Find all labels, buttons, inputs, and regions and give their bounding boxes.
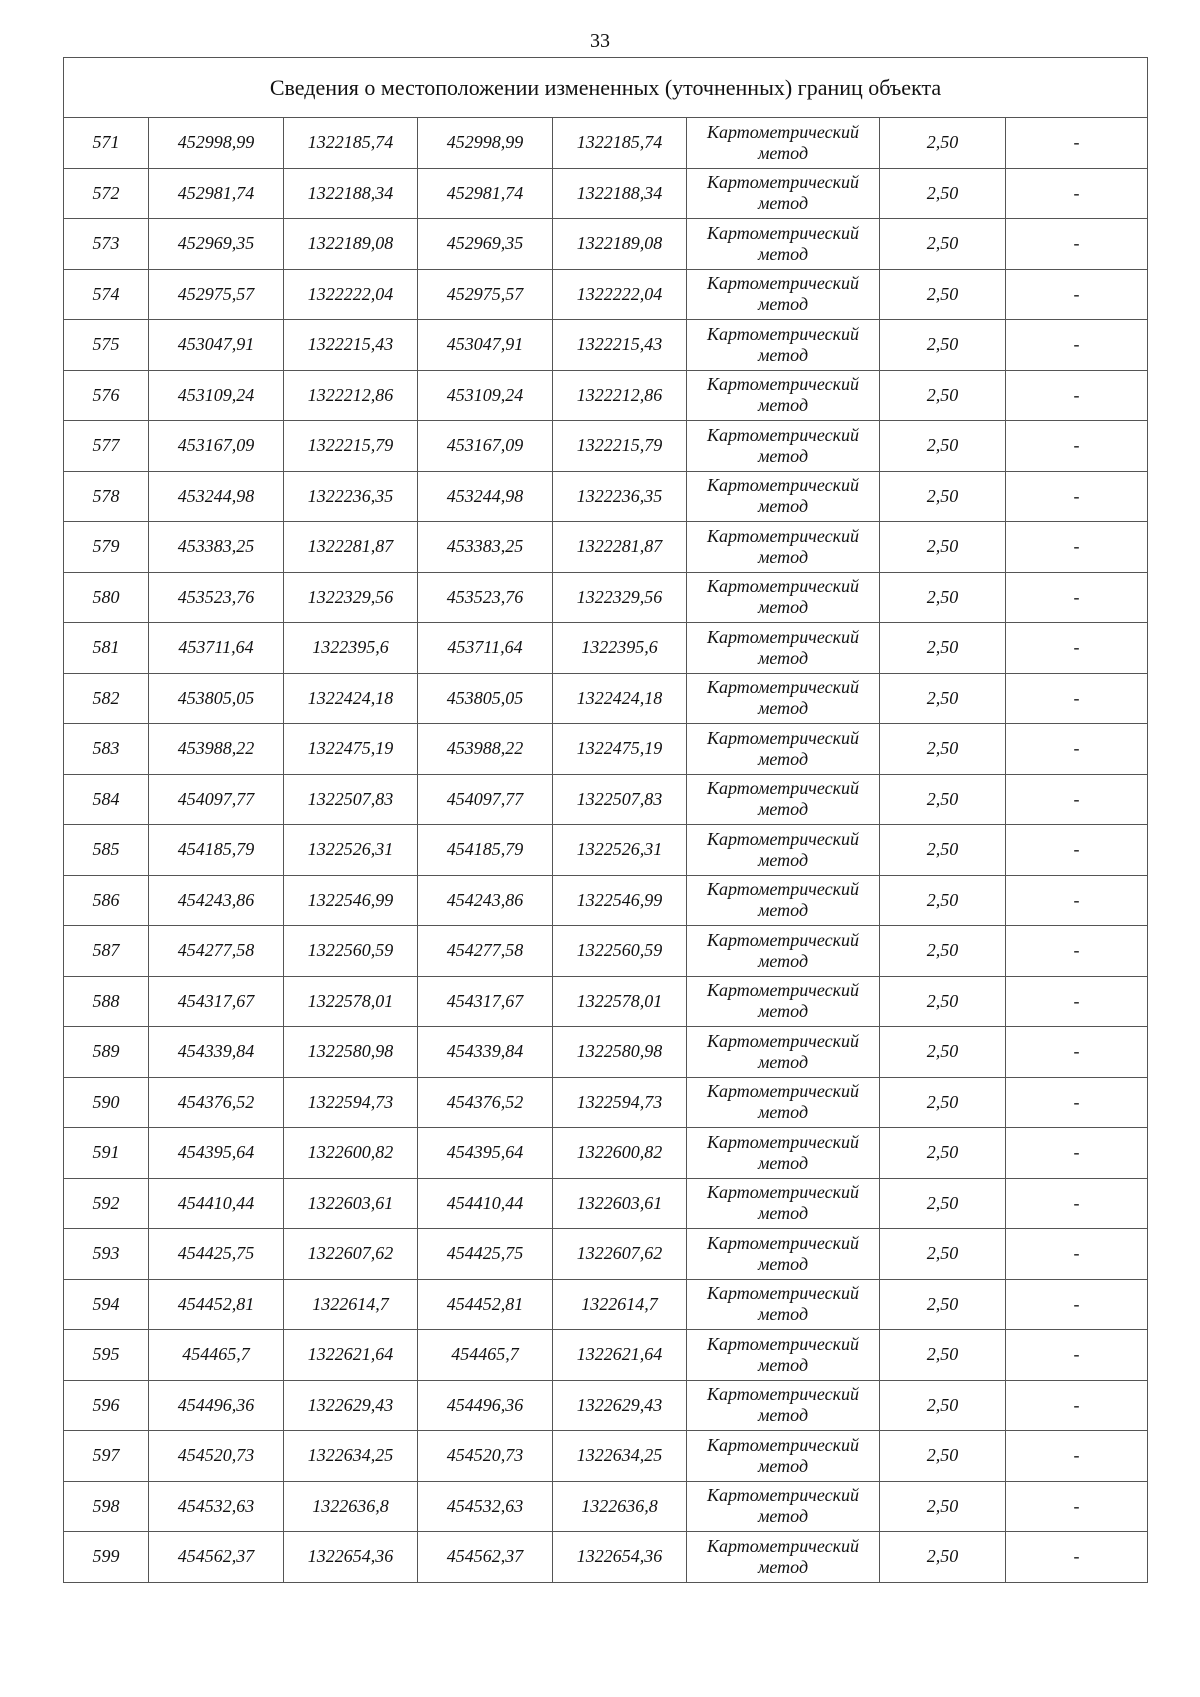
point-number-cell: 574 (64, 269, 149, 320)
existing-y-cell: 1322424,18 (284, 673, 418, 724)
method-cell: Картометрический метод (687, 1481, 880, 1532)
existing-y-cell: 1322614,7 (284, 1279, 418, 1330)
new-x-cell: 454520,73 (418, 1431, 553, 1482)
method-cell: Картометрический метод (687, 623, 880, 674)
new-y-cell: 1322329,56 (553, 572, 687, 623)
accuracy-cell: 2,50 (880, 875, 1006, 926)
method-cell: Картометрический метод (687, 1229, 880, 1280)
method-cell: Картометрический метод (687, 976, 880, 1027)
accuracy-cell: 2,50 (880, 269, 1006, 320)
existing-y-cell: 1322594,73 (284, 1077, 418, 1128)
new-x-cell: 452975,57 (418, 269, 553, 320)
existing-x-cell: 454520,73 (149, 1431, 284, 1482)
table-row (64, 1279, 1148, 1330)
accuracy-cell: 2,50 (880, 219, 1006, 270)
existing-y-cell: 1322236,35 (284, 471, 418, 522)
new-y-cell: 1322578,01 (553, 976, 687, 1027)
note-cell: - (1006, 1178, 1148, 1229)
new-y-cell: 1322424,18 (553, 673, 687, 724)
existing-y-cell: 1322189,08 (284, 219, 418, 270)
new-y-cell: 1322614,7 (553, 1279, 687, 1330)
note-cell: - (1006, 976, 1148, 1027)
table-row (64, 1330, 1148, 1381)
table-row (64, 269, 1148, 320)
method-cell: Картометрический метод (687, 1532, 880, 1583)
accuracy-cell: 2,50 (880, 168, 1006, 219)
method-cell: Картометрический метод (687, 1128, 880, 1179)
existing-y-cell: 1322507,83 (284, 774, 418, 825)
existing-y-cell: 1322222,04 (284, 269, 418, 320)
existing-y-cell: 1322603,61 (284, 1178, 418, 1229)
point-number-cell: 598 (64, 1481, 149, 1532)
new-y-cell: 1322546,99 (553, 875, 687, 926)
existing-y-cell: 1322607,62 (284, 1229, 418, 1280)
accuracy-cell: 2,50 (880, 118, 1006, 169)
note-cell: - (1006, 1077, 1148, 1128)
point-number-cell: 592 (64, 1178, 149, 1229)
accuracy-cell: 2,50 (880, 926, 1006, 977)
method-cell: Картометрический метод (687, 1380, 880, 1431)
point-number-cell: 588 (64, 976, 149, 1027)
existing-y-cell: 1322629,43 (284, 1380, 418, 1431)
point-number-cell: 590 (64, 1077, 149, 1128)
new-x-cell: 454277,58 (418, 926, 553, 977)
accuracy-cell: 2,50 (880, 976, 1006, 1027)
accuracy-cell: 2,50 (880, 1279, 1006, 1330)
existing-x-cell: 454532,63 (149, 1481, 284, 1532)
new-y-cell: 1322603,61 (553, 1178, 687, 1229)
existing-y-cell: 1322654,36 (284, 1532, 418, 1583)
new-x-cell: 454376,52 (418, 1077, 553, 1128)
new-y-cell: 1322560,59 (553, 926, 687, 977)
existing-x-cell: 453523,76 (149, 572, 284, 623)
table-title: Сведения о местоположении измененных (уточненных) границ объекта (64, 58, 1148, 118)
existing-x-cell: 453244,98 (149, 471, 284, 522)
new-x-cell: 453047,91 (418, 320, 553, 371)
point-number-cell: 577 (64, 421, 149, 472)
new-x-cell: 454243,86 (418, 875, 553, 926)
existing-x-cell: 454243,86 (149, 875, 284, 926)
new-x-cell: 452969,35 (418, 219, 553, 270)
point-number-cell: 584 (64, 774, 149, 825)
existing-y-cell: 1322329,56 (284, 572, 418, 623)
method-cell: Картометрический метод (687, 421, 880, 472)
existing-x-cell: 454339,84 (149, 1027, 284, 1078)
existing-x-cell: 453047,91 (149, 320, 284, 371)
method-cell: Картометрический метод (687, 774, 880, 825)
note-cell: - (1006, 926, 1148, 977)
new-x-cell: 453109,24 (418, 370, 553, 421)
existing-x-cell: 452969,35 (149, 219, 284, 270)
table-row (64, 1431, 1148, 1482)
existing-y-cell: 1322475,19 (284, 724, 418, 775)
point-number-cell: 572 (64, 168, 149, 219)
page-number: 33 (590, 30, 610, 52)
table-row (64, 522, 1148, 573)
existing-y-cell: 1322526,31 (284, 825, 418, 876)
new-x-cell: 454496,36 (418, 1380, 553, 1431)
point-number-cell: 575 (64, 320, 149, 371)
accuracy-cell: 2,50 (880, 471, 1006, 522)
note-cell: - (1006, 118, 1148, 169)
table-row (64, 673, 1148, 724)
new-x-cell: 452998,99 (418, 118, 553, 169)
table-row (64, 1532, 1148, 1583)
method-cell: Картометрический метод (687, 673, 880, 724)
table-row (64, 219, 1148, 270)
existing-x-cell: 453167,09 (149, 421, 284, 472)
existing-x-cell: 452975,57 (149, 269, 284, 320)
new-x-cell: 454185,79 (418, 825, 553, 876)
new-y-cell: 1322594,73 (553, 1077, 687, 1128)
note-cell: - (1006, 1027, 1148, 1078)
existing-y-cell: 1322634,25 (284, 1431, 418, 1482)
table-row (64, 1178, 1148, 1229)
point-number-cell: 595 (64, 1330, 149, 1381)
method-cell: Картометрический метод (687, 825, 880, 876)
note-cell: - (1006, 875, 1148, 926)
new-x-cell: 453244,98 (418, 471, 553, 522)
note-cell: - (1006, 724, 1148, 775)
point-number-cell: 579 (64, 522, 149, 573)
existing-y-cell: 1322281,87 (284, 522, 418, 573)
note-cell: - (1006, 673, 1148, 724)
existing-y-cell: 1322215,43 (284, 320, 418, 371)
new-y-cell: 1322189,08 (553, 219, 687, 270)
note-cell: - (1006, 522, 1148, 573)
new-y-cell: 1322507,83 (553, 774, 687, 825)
existing-x-cell: 453988,22 (149, 724, 284, 775)
new-x-cell: 454465,7 (418, 1330, 553, 1381)
method-cell: Картометрический метод (687, 522, 880, 573)
existing-x-cell: 454097,77 (149, 774, 284, 825)
method-cell: Картометрический метод (687, 320, 880, 371)
table-row (64, 168, 1148, 219)
new-x-cell: 454532,63 (418, 1481, 553, 1532)
existing-y-cell: 1322621,64 (284, 1330, 418, 1381)
table-row (64, 774, 1148, 825)
table-row (64, 926, 1148, 977)
method-cell: Картометрический метод (687, 1431, 880, 1482)
existing-y-cell: 1322580,98 (284, 1027, 418, 1078)
existing-y-cell: 1322212,86 (284, 370, 418, 421)
note-cell: - (1006, 421, 1148, 472)
accuracy-cell: 2,50 (880, 370, 1006, 421)
table-row (64, 118, 1148, 169)
point-number-cell: 591 (64, 1128, 149, 1179)
new-y-cell: 1322621,64 (553, 1330, 687, 1381)
existing-x-cell: 454562,37 (149, 1532, 284, 1583)
point-number-cell: 573 (64, 219, 149, 270)
note-cell: - (1006, 1431, 1148, 1482)
new-x-cell: 454410,44 (418, 1178, 553, 1229)
point-number-cell: 571 (64, 118, 149, 169)
note-cell: - (1006, 1481, 1148, 1532)
table-row (64, 421, 1148, 472)
table-title-row (64, 58, 1148, 118)
table-row (64, 825, 1148, 876)
accuracy-cell: 2,50 (880, 1431, 1006, 1482)
table-row (64, 1128, 1148, 1179)
new-x-cell: 454395,64 (418, 1128, 553, 1179)
existing-y-cell: 1322546,99 (284, 875, 418, 926)
note-cell: - (1006, 1330, 1148, 1381)
point-number-cell: 585 (64, 825, 149, 876)
method-cell: Картометрический метод (687, 926, 880, 977)
point-number-cell: 583 (64, 724, 149, 775)
existing-y-cell: 1322185,74 (284, 118, 418, 169)
accuracy-cell: 2,50 (880, 1077, 1006, 1128)
method-cell: Картометрический метод (687, 572, 880, 623)
new-y-cell: 1322636,8 (553, 1481, 687, 1532)
accuracy-cell: 2,50 (880, 1330, 1006, 1381)
accuracy-cell: 2,50 (880, 1380, 1006, 1431)
existing-x-cell: 453109,24 (149, 370, 284, 421)
accuracy-cell: 2,50 (880, 623, 1006, 674)
note-cell: - (1006, 370, 1148, 421)
table-row (64, 1027, 1148, 1078)
note-cell: - (1006, 572, 1148, 623)
new-x-cell: 453167,09 (418, 421, 553, 472)
new-x-cell: 452981,74 (418, 168, 553, 219)
method-cell: Картометрический метод (687, 724, 880, 775)
method-cell: Картометрический метод (687, 269, 880, 320)
existing-x-cell: 454410,44 (149, 1178, 284, 1229)
note-cell: - (1006, 825, 1148, 876)
accuracy-cell: 2,50 (880, 320, 1006, 371)
new-y-cell: 1322634,25 (553, 1431, 687, 1482)
table-row (64, 623, 1148, 674)
accuracy-cell: 2,50 (880, 1229, 1006, 1280)
existing-x-cell: 454465,7 (149, 1330, 284, 1381)
note-cell: - (1006, 320, 1148, 371)
existing-x-cell: 452981,74 (149, 168, 284, 219)
accuracy-cell: 2,50 (880, 421, 1006, 472)
new-x-cell: 454097,77 (418, 774, 553, 825)
existing-x-cell: 454277,58 (149, 926, 284, 977)
method-cell: Картометрический метод (687, 370, 880, 421)
new-x-cell: 454562,37 (418, 1532, 553, 1583)
new-y-cell: 1322654,36 (553, 1532, 687, 1583)
existing-x-cell: 453383,25 (149, 522, 284, 573)
new-y-cell: 1322629,43 (553, 1380, 687, 1431)
existing-x-cell: 454376,52 (149, 1077, 284, 1128)
accuracy-cell: 2,50 (880, 522, 1006, 573)
accuracy-cell: 2,50 (880, 774, 1006, 825)
point-number-cell: 580 (64, 572, 149, 623)
new-y-cell: 1322188,34 (553, 168, 687, 219)
accuracy-cell: 2,50 (880, 724, 1006, 775)
new-y-cell: 1322475,19 (553, 724, 687, 775)
existing-x-cell: 454395,64 (149, 1128, 284, 1179)
new-x-cell: 453383,25 (418, 522, 553, 573)
point-number-cell: 576 (64, 370, 149, 421)
existing-x-cell: 454185,79 (149, 825, 284, 876)
note-cell: - (1006, 623, 1148, 674)
existing-y-cell: 1322578,01 (284, 976, 418, 1027)
table-row (64, 875, 1148, 926)
method-cell: Картометрический метод (687, 471, 880, 522)
existing-x-cell: 453805,05 (149, 673, 284, 724)
new-y-cell: 1322236,35 (553, 471, 687, 522)
accuracy-cell: 2,50 (880, 572, 1006, 623)
new-y-cell: 1322215,79 (553, 421, 687, 472)
method-cell: Картометрический метод (687, 168, 880, 219)
method-cell: Картометрический метод (687, 1027, 880, 1078)
new-x-cell: 453523,76 (418, 572, 553, 623)
point-number-cell: 586 (64, 875, 149, 926)
note-cell: - (1006, 774, 1148, 825)
point-number-cell: 582 (64, 673, 149, 724)
new-x-cell: 453988,22 (418, 724, 553, 775)
table-row (64, 320, 1148, 371)
new-y-cell: 1322607,62 (553, 1229, 687, 1280)
new-y-cell: 1322222,04 (553, 269, 687, 320)
existing-y-cell: 1322395,6 (284, 623, 418, 674)
point-number-cell: 581 (64, 623, 149, 674)
point-number-cell: 578 (64, 471, 149, 522)
new-y-cell: 1322395,6 (553, 623, 687, 674)
note-cell: - (1006, 219, 1148, 270)
note-cell: - (1006, 269, 1148, 320)
accuracy-cell: 2,50 (880, 1178, 1006, 1229)
note-cell: - (1006, 1380, 1148, 1431)
accuracy-cell: 2,50 (880, 1027, 1006, 1078)
point-number-cell: 594 (64, 1279, 149, 1330)
point-number-cell: 597 (64, 1431, 149, 1482)
existing-y-cell: 1322636,8 (284, 1481, 418, 1532)
existing-x-cell: 454317,67 (149, 976, 284, 1027)
new-y-cell: 1322281,87 (553, 522, 687, 573)
accuracy-cell: 2,50 (880, 1128, 1006, 1179)
table-row (64, 1481, 1148, 1532)
accuracy-cell: 2,50 (880, 825, 1006, 876)
note-cell: - (1006, 1229, 1148, 1280)
method-cell: Картометрический метод (687, 118, 880, 169)
existing-x-cell: 452998,99 (149, 118, 284, 169)
existing-y-cell: 1322560,59 (284, 926, 418, 977)
note-cell: - (1006, 1532, 1148, 1583)
table-row (64, 471, 1148, 522)
table-row (64, 572, 1148, 623)
new-x-cell: 453711,64 (418, 623, 553, 674)
new-x-cell: 454452,81 (418, 1279, 553, 1330)
existing-y-cell: 1322215,79 (284, 421, 418, 472)
note-cell: - (1006, 168, 1148, 219)
new-y-cell: 1322212,86 (553, 370, 687, 421)
new-y-cell: 1322185,74 (553, 118, 687, 169)
table-row (64, 1380, 1148, 1431)
method-cell: Картометрический метод (687, 219, 880, 270)
point-number-cell: 599 (64, 1532, 149, 1583)
new-y-cell: 1322526,31 (553, 825, 687, 876)
existing-x-cell: 454452,81 (149, 1279, 284, 1330)
note-cell: - (1006, 1279, 1148, 1330)
existing-y-cell: 1322188,34 (284, 168, 418, 219)
existing-x-cell: 454425,75 (149, 1229, 284, 1280)
table-row (64, 1077, 1148, 1128)
existing-x-cell: 453711,64 (149, 623, 284, 674)
method-cell: Картометрический метод (687, 1279, 880, 1330)
new-x-cell: 454339,84 (418, 1027, 553, 1078)
new-x-cell: 454317,67 (418, 976, 553, 1027)
table-row (64, 976, 1148, 1027)
new-y-cell: 1322215,43 (553, 320, 687, 371)
point-number-cell: 593 (64, 1229, 149, 1280)
note-cell: - (1006, 471, 1148, 522)
table-row (64, 724, 1148, 775)
new-x-cell: 453805,05 (418, 673, 553, 724)
note-cell: - (1006, 1128, 1148, 1179)
accuracy-cell: 2,50 (880, 1481, 1006, 1532)
new-x-cell: 454425,75 (418, 1229, 553, 1280)
new-y-cell: 1322580,98 (553, 1027, 687, 1078)
method-cell: Картометрический метод (687, 875, 880, 926)
boundary-coordinates-table (63, 57, 1148, 1583)
table-row (64, 370, 1148, 421)
new-y-cell: 1322600,82 (553, 1128, 687, 1179)
point-number-cell: 587 (64, 926, 149, 977)
point-number-cell: 589 (64, 1027, 149, 1078)
table-row (64, 1229, 1148, 1280)
existing-y-cell: 1322600,82 (284, 1128, 418, 1179)
accuracy-cell: 2,50 (880, 673, 1006, 724)
method-cell: Картометрический метод (687, 1178, 880, 1229)
existing-x-cell: 454496,36 (149, 1380, 284, 1431)
accuracy-cell: 2,50 (880, 1532, 1006, 1583)
method-cell: Картометрический метод (687, 1077, 880, 1128)
method-cell: Картометрический метод (687, 1330, 880, 1381)
point-number-cell: 596 (64, 1380, 149, 1431)
